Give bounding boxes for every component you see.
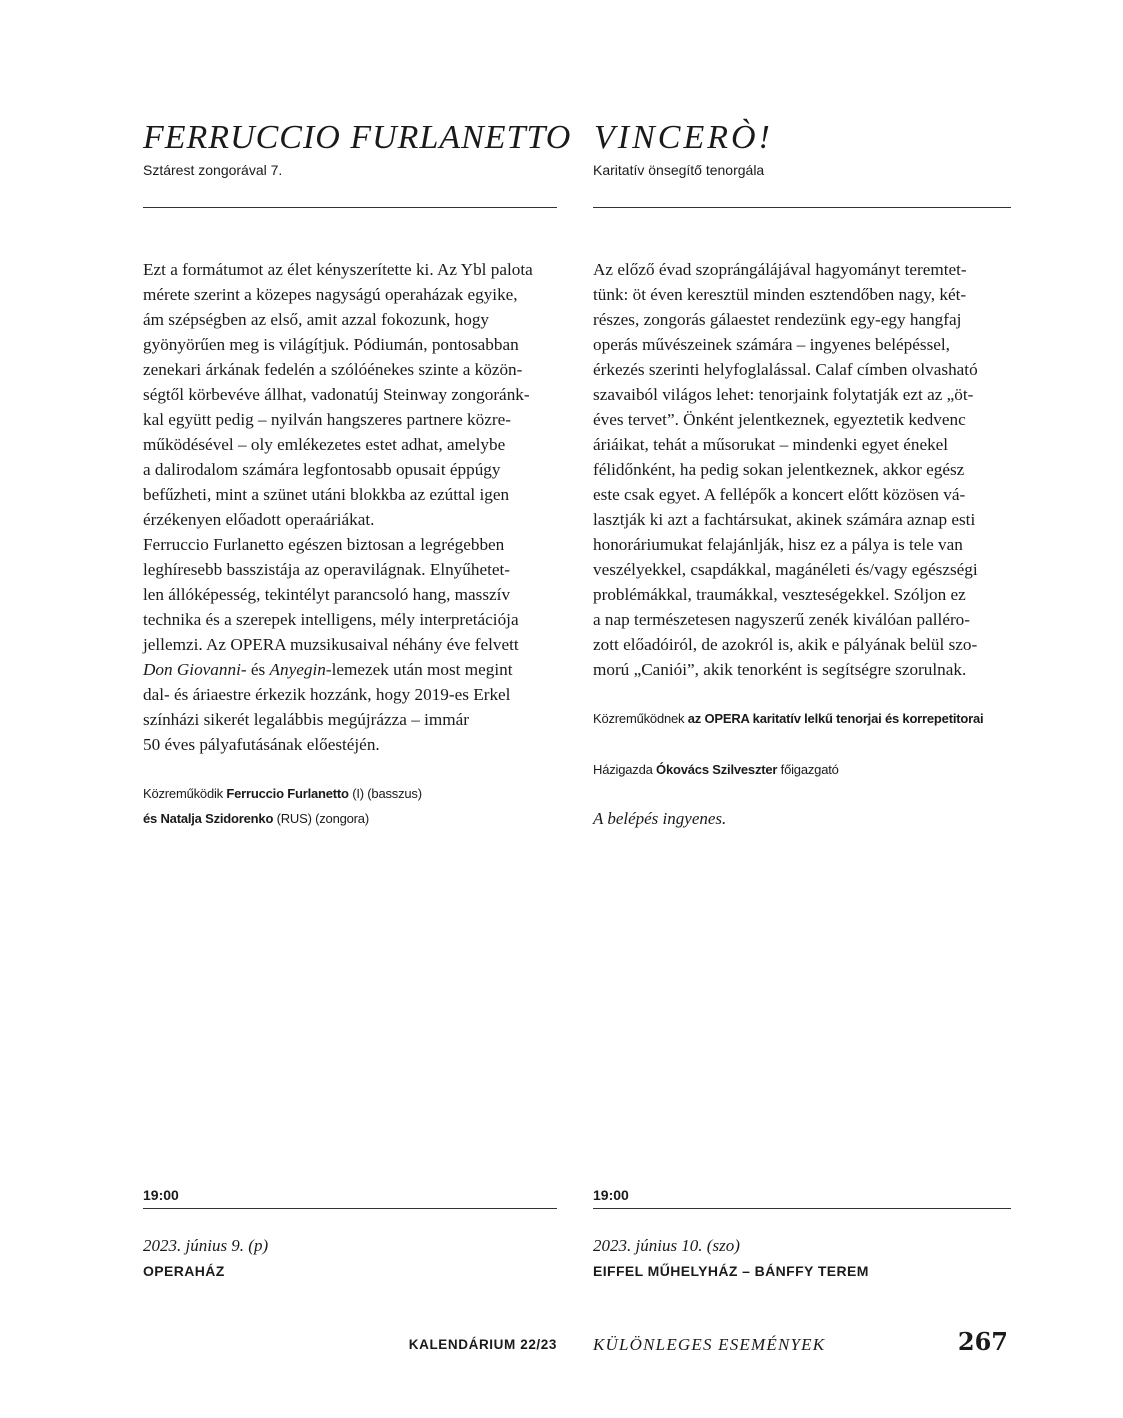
body-line: félidőnként, ha pedig sokan jelentkeznek, akkor egész [593,460,965,479]
right-event-date: 2023. június 10. (szo) [593,1236,740,1255]
body-line: a nap természetesen nagyszerű zenék kiválóan palléro- [593,610,970,629]
credit-suffix: (RUS) (zongora) [273,811,369,826]
body-line: érkezés szerinti helyfoglalással. Calaf címben olvasható [593,360,978,379]
right-event-title: VINCERÒ! [594,119,773,156]
body-line: Ferruccio Furlanetto egészen biztosan a legrégebben [143,535,505,554]
recording-title-don-giovanni: Don Giovanni [143,660,241,679]
body-line: zenekari árkának fedelén a szólóénekes szinte a közön- [143,360,523,379]
left-event-description [143,257,557,757]
right-event-subtitle: Karitatív önsegítő tenorgála [593,162,765,178]
credit-prefix: Közreműködik [143,786,227,801]
body-line: len állóképesség, tekintélyt parancsoló hang, masszív [143,585,511,604]
right-admission-note: A belépés ingyenes. [593,809,727,828]
body-line: Az előző évad szoprángálájával hagyományt teremtet- [593,260,967,279]
footer-section-name: KÜLÖNLEGES ESEMÉNYEK [593,1335,826,1354]
body-fragment: -lemezek után most megint [325,660,513,679]
body-line: színházi sikerét legalábbis megújrázza – immár [143,710,469,729]
performers-name: az OPERA karitatív lelkű tenorjai és korrepetitorai [687,711,984,726]
body-fragment: - és [240,660,270,679]
right-event-description [593,257,1011,682]
credit-prefix: Közreműködnek [593,711,688,726]
body-line: részes, zongorás gálaestet rendezünk egy-egy hangfaj [593,310,962,329]
body-line: leghíresebb basszistája az operavilágnak. Elnyűhetet- [143,560,510,579]
body-line: szavaiból világos lehet: tenorjaink folytatják ezt az „öt- [593,385,974,404]
body-line: befűzheti, mint a szünet utáni blokkba az ezúttal igen [143,485,510,504]
credit-suffix: (I) (basszus) [348,786,422,801]
body-line: Ezt a formátumot az élet kényszerítette ki. Az Ybl palota [143,260,533,279]
left-accompanist-credit [143,806,369,831]
body-line: gyönyörűen meg is világítjuk. Pódiumán, pontosabban [143,335,519,354]
footer-publication-name: KALENDÁRIUM 22/23 [408,1337,557,1352]
left-event-venue: OPERAHÁZ [143,1263,225,1279]
credit-suffix: főigazgató [777,762,839,777]
right-performers-credit [593,706,983,731]
left-time-divider [143,1208,557,1209]
body-line: mérete szerint a közepes nagyságú operaházak egyike, [143,285,518,304]
body-line: lasztják ki azt a fachtársukat, akinek számára aznap esti [593,510,976,529]
page-number: 267 [957,1327,1008,1356]
body-line: ségtől körbevéve állhat, vadonatúj Steinway zongoránk- [143,385,530,404]
body-line: operás művészeinek számára – ingyenes belépéssel, [593,335,950,354]
host-name: Ókovács Szilveszter [656,762,778,777]
body-line: jellemzi. Az OPERA muzsikusaival néhány éve felvett [143,635,519,654]
body-line: veszélyekkel, csapdákkal, magánéleti és/vagy egészségi [593,560,978,579]
body-line: este csak egyet. A fellépők a koncert előtt közösen vá- [593,485,966,504]
left-event-time: 19:00 [143,1187,179,1203]
left-event-date: 2023. június 9. (p) [143,1236,269,1255]
credit-prefix: Házigazda [593,762,657,777]
body-line: kal együtt pedig – nyilván hangszeres partnere közre- [143,410,511,429]
performer-name: Ferruccio Furlanetto [226,786,349,801]
accompanist-name: és Natalja Szidorenko [143,811,274,826]
body-line: technika és a szerepek intelligens, mély interpretációja [143,610,519,629]
body-line: honoráriumukat felajánlják, hisz ez a pálya is tele van [593,535,963,554]
body-line: problémákkal, traumákkal, veszteségekkel. Szóljon ez [593,585,966,604]
body-line: a dalirodalom számára legfontosabb opusait éppúgy [143,460,501,479]
right-title-divider [593,207,1011,208]
body-line: éves tervet”. Önként jelentkeznek, egyeztetik kedvenc [593,410,966,429]
body-line-recordings [143,657,557,682]
right-time-divider [593,1208,1011,1209]
right-event-venue: EIFFEL MŰHELYHÁZ – BÁNFFY TEREM [593,1263,869,1279]
recording-title-anyegin: Anyegin [269,660,326,679]
left-event-title: FERRUCCIO FURLANETTO [143,119,572,156]
body-line: ám szépségben az első, amit azzal fokozunk, hogy [143,310,490,329]
body-line: érzékenyen előadott operaáriákat. [143,510,375,529]
body-line: zott előadóiról, de azokról is, akik e pályának belül szo- [593,635,978,654]
body-line: morú „Caniói”, akik tenorként is segítségre szorulnak. [593,660,967,679]
left-performer-credit [143,781,422,806]
body-line: tünk: öt éven keresztül minden esztendőben nagy, két- [593,285,967,304]
body-line: 50 éves pályafutásának előestéjén. [143,735,380,754]
left-title-divider [143,207,557,208]
body-line: működésével – oly emlékezetes estet adhat, amelybe [143,435,506,454]
right-host-credit [593,757,839,782]
body-line: áriáikat, tehát a műsorukat – mindenki egyet énekel [593,435,949,454]
body-line: dal- és áriaestre érkezik hozzánk, hogy 2019-es Erkel [143,685,511,704]
right-event-time: 19:00 [593,1187,629,1203]
left-event-subtitle: Sztárest zongorával 7. [143,162,283,178]
